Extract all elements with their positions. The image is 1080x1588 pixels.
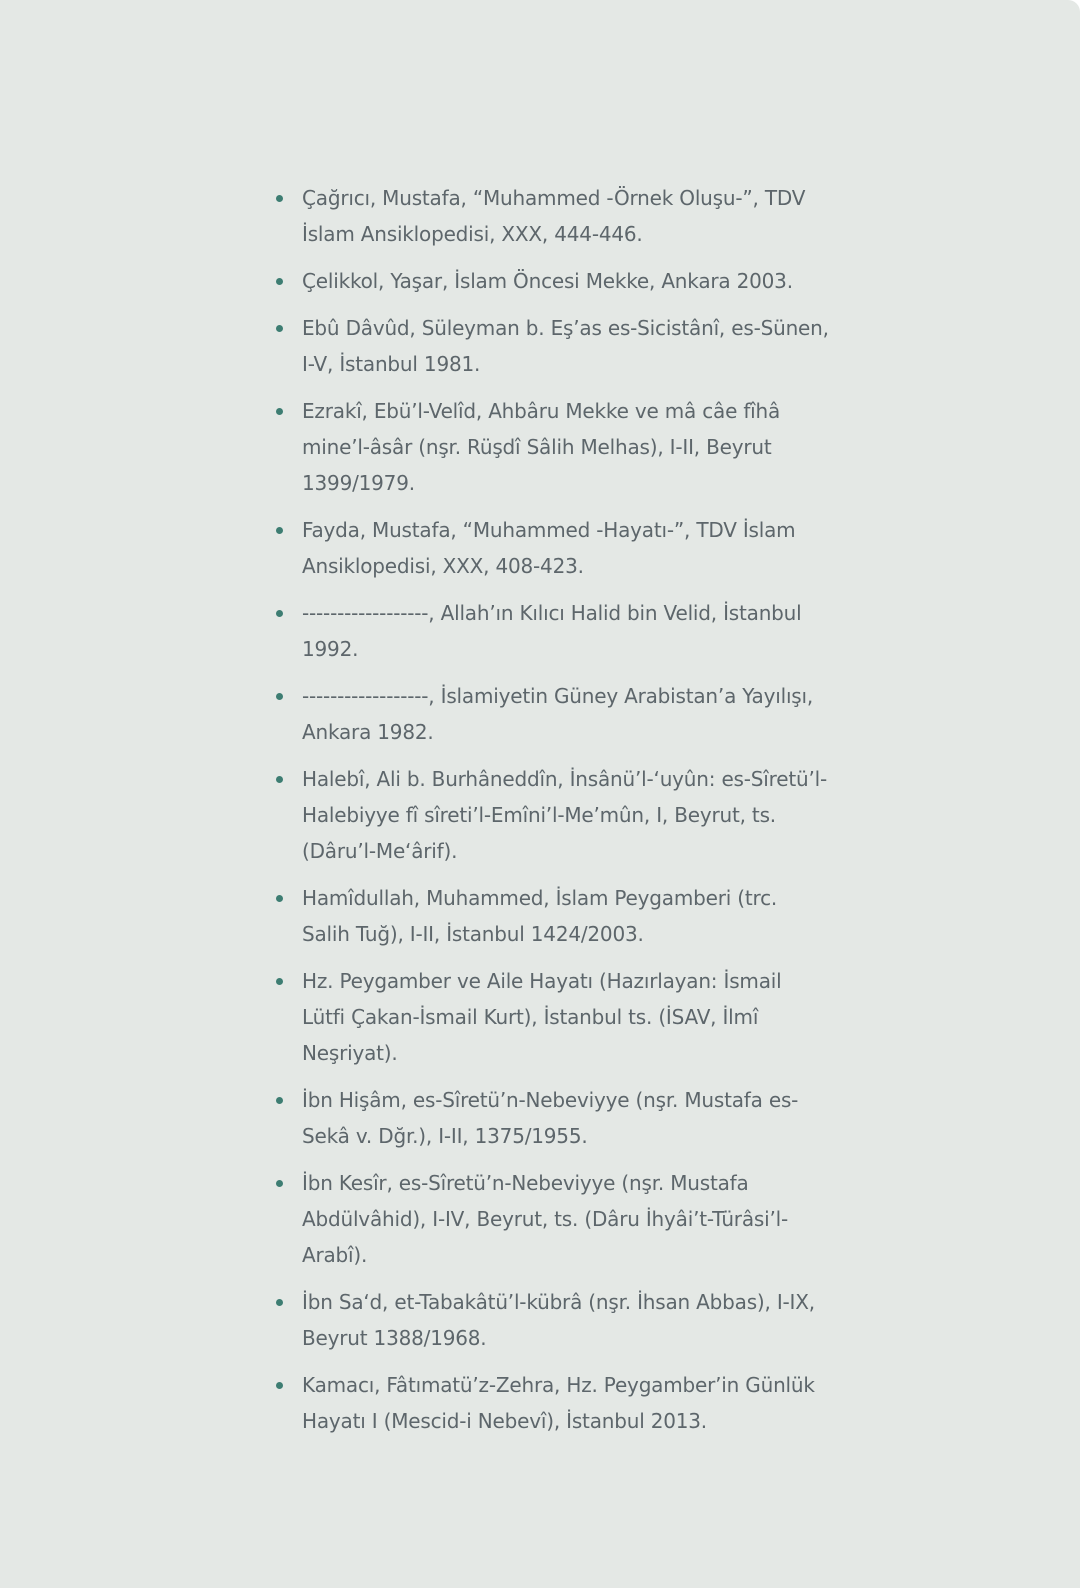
list-item <box>270 1082 830 1154</box>
list-item <box>270 880 830 952</box>
bullet-icon <box>276 1299 283 1306</box>
bullet-icon <box>276 278 283 285</box>
list-item <box>270 963 830 1071</box>
reference-text: Hamîdullah, Muhammed, İslam Peygamberi (trc. Salih Tuğ), I-II, İstanbul 1424/2003. <box>302 886 778 946</box>
reference-text: Kamacı, Fâtımatü’z-Zehra, Hz. Peygamber’in Günlük Hayatı I (Mescid-i Nebevî), İstanbul 2013. <box>302 1373 815 1433</box>
reference-text: İbn Hişâm, es-Sîretü’n-Nebeviyye (nşr. Mustafa es-Sekâ v. Dğr.), I-II, 1375/1955. <box>302 1088 799 1148</box>
bullet-icon <box>276 895 283 902</box>
bullet-icon <box>276 1180 283 1187</box>
bullet-icon <box>276 1097 283 1104</box>
list-item <box>270 1165 830 1273</box>
reference-text: Halebî, Ali b. Burhâneddîn, İnsânü’l-‘uyûn: es-Sîretü’l-Halebiyye fî sîreti’l-Emîni’l-Me’mûn, I, Beyrut, ts. (Dâru’l-Me‘ârif). <box>302 767 827 863</box>
reference-text: ------------------, Allah’ın Kılıcı Halid bin Velid, İstanbul 1992. <box>302 601 802 661</box>
bullet-icon <box>276 195 283 202</box>
list-item <box>270 678 830 750</box>
reference-text: İbn Sa‘d, et-Tabakâtü’l-kübrâ (nşr. İhsan Abbas), I-IX, Beyrut 1388/1968. <box>302 1290 815 1350</box>
reference-text: ------------------, İslamiyetin Güney Arabistan’a Yayılışı, Ankara 1982. <box>302 684 814 744</box>
bullet-icon <box>276 776 283 783</box>
list-item <box>270 393 830 501</box>
reference-text: Çelikkol, Yaşar, İslam Öncesi Mekke, Ankara 2003. <box>302 269 793 293</box>
reference-text: Fayda, Mustafa, “Muhammed -Hayatı-”, TDV İslam Ansiklopedisi, XXX, 408-423. <box>302 518 796 578</box>
list-item <box>270 595 830 667</box>
bullet-icon <box>276 693 283 700</box>
list-item <box>270 263 830 299</box>
bullet-icon <box>276 610 283 617</box>
list-item <box>270 180 830 252</box>
list-item <box>270 1284 830 1356</box>
reference-text: Hz. Peygamber ve Aile Hayatı (Hazırlayan: İsmail Lütfi Çakan-İsmail Kurt), İstanbul ts. (İSAV, İlmî Neşriyat). <box>302 969 782 1065</box>
bullet-icon <box>276 325 283 332</box>
reference-text: İbn Kesîr, es-Sîretü’n-Nebeviyye (nşr. Mustafa Abdülvâhid), I-IV, Beyrut, ts. (Dâru İhyâi’t-Türâsi’l-Arabî). <box>302 1171 788 1267</box>
reference-text: Çağrıcı, Mustafa, “Muhammed -Örnek Oluşu-”, TDV İslam Ansiklopedisi, XXX, 444-446. <box>302 186 806 246</box>
reference-text: Ezrakî, Ebü’l-Velîd, Ahbâru Mekke ve mâ câe fîhâ mine’l-âsâr (nşr. Rüşdî Sâlih Melhas), I-II, Beyrut 1399/1979. <box>302 399 781 495</box>
list-item <box>270 512 830 584</box>
bullet-icon <box>276 527 283 534</box>
list-item <box>270 310 830 382</box>
bibliography-list <box>270 180 830 1450</box>
reference-text: Ebû Dâvûd, Süleyman b. Eş’as es-Sicistânî, es-Sünen, I-V, İstanbul 1981. <box>302 316 829 376</box>
bullet-icon <box>276 978 283 985</box>
list-item <box>270 1367 830 1439</box>
bullet-icon <box>276 408 283 415</box>
bullet-icon <box>276 1382 283 1389</box>
list-item <box>270 761 830 869</box>
